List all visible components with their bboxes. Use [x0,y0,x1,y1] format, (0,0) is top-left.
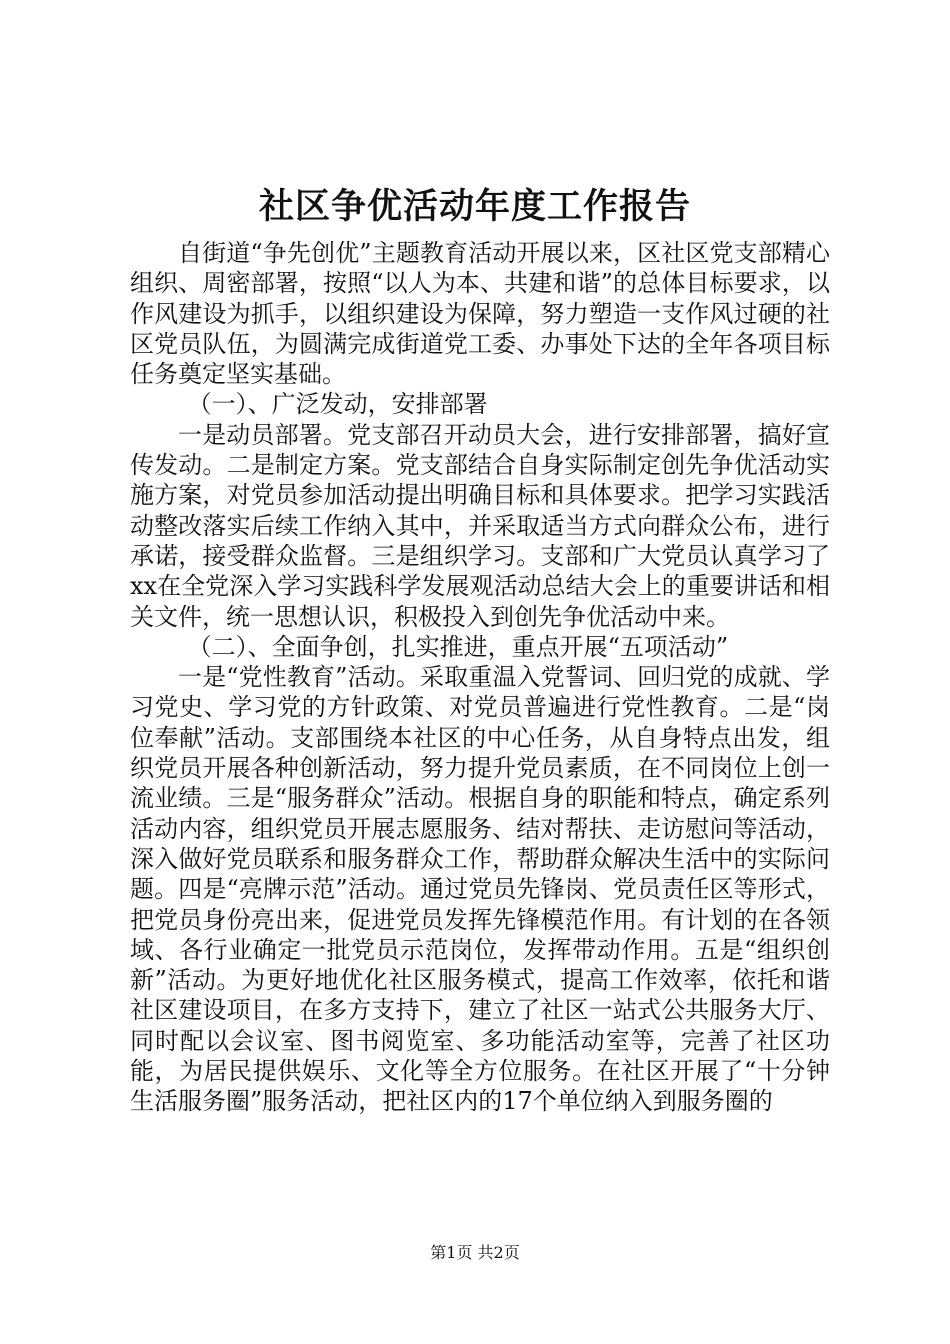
section-heading-1: （一）、广泛发动，安排部署 [187,390,488,419]
intro-paragraph: 自街道“争先创优”主题教育活动开展以来，区社区党支部精心组织、周密部署，按照“以人为本、共建和谐”的总体目标要求，以作风建设为抓手，以组织建设为保障，努力塑造一支作风过硬的社区党员队伍，为圆满完成街道党工委、办事处下达的全年各项目标任务奠定坚实基础。 [130,239,830,389]
section-heading-2: （二）、全面争创，扎实推进，重点开展“五项活动” [187,632,729,661]
document-body [130,238,830,1117]
document-title: 社区争优活动年度工作报告 [258,186,691,227]
section-1-paragraph: 一是动员部署。党支部召开动员大会，进行安排部署，搞好宣传发动。二是制定方案。党支部结合自身实际制定创先争优活动实施方案，对党员参加活动提出明确目标和具体要求。把学习实践活动整改落实后续工作纳入其中，并采取适当方式向群众公布，进行承诺，接受群众监督。三是组织学习。支部和广大党员认真学习了xx在全党深入学习实践科学发展观活动总结大会上的重要讲话和相关文件，统一思想认识，积极投入到创先争优活动中来。 [130,420,830,631]
page-number-footer: 第1页 共2页 [430,1243,520,1262]
section-2-paragraph: 一是“党性教育”活动。采取重温入党誓词、回归党的成就、学习党史、学习党的方针政策、对党员普遍进行党性教育。二是“岗位奉献”活动。支部围绕本社区的中心任务，从自身特点出发，组织党员开展各种创新活动，努力提升党员素质，在不同岗位上创一流业绩。三是“服务群众”活动。根据自身的职能和特点，确定系列活动内容，组织党员开展志愿服务、结对帮扶、走访慰问等活动，深入做好党员联系和服务群众工作，帮助群众解决生活中的实际问题。四是“亮牌示范”活动。通过党员先锋岗、党员责任区等形式，把党员身份亮出来，促进党员发挥先锋模范作用。有计划的在各领域、各行业确定一批党员示范岗位，发挥带动作用。五是“组织创新”活动。为更好地优化社区服务模式，提高工作效率，依托和谐社区建设项目，在多方支持下，建立了社区一站式公共服务大厅、同时配以会议室、图书阅览室、多功能活动室等，完善了社区功能，为居民提供娱乐、文化等全方位服务。在社区开展了“十分钟生活服务圈”服务活动，把社区内的17个单位纳入到服务圈的 [130,663,830,1116]
